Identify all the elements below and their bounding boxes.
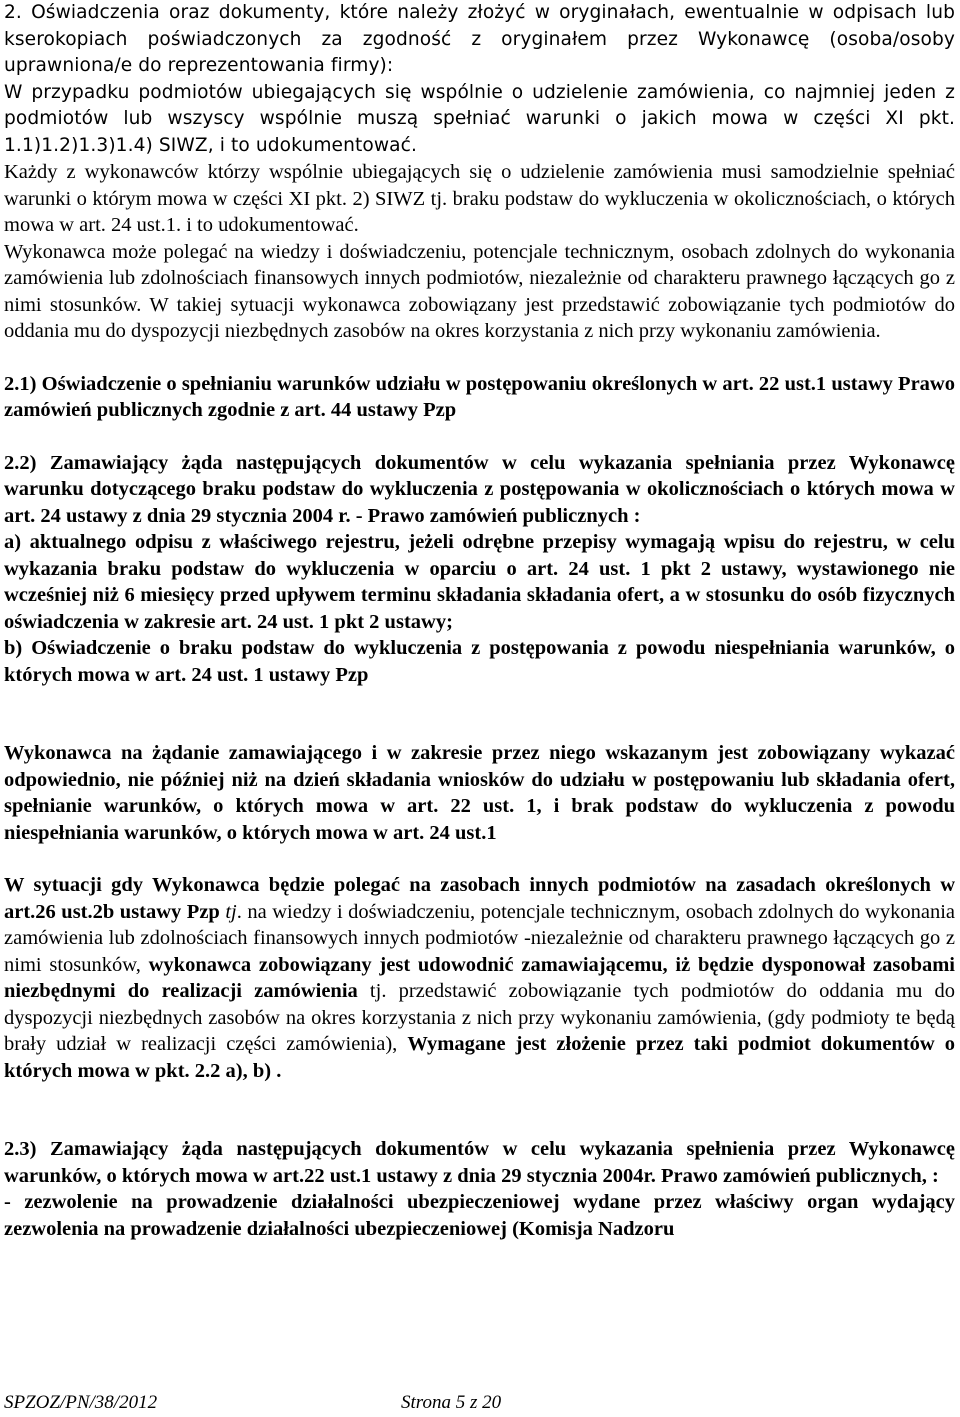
footer-page-number: Strona 5 z 20 [401, 1392, 502, 1413]
reliance-paragraph [4, 872, 955, 1084]
reliance-detail: tj. przedstawić zobowiązanie tych podmiotów do oddania mu do dyspozycji niezbędnych zasobów na okres korzystania z nich przy wykonaniu zamówienia, (gdy podmioty te będą brały udział w realizacji części zamówienia), [4, 980, 955, 1055]
reliance-obligation: wykonawca zobowiązany jest udowodnić zamawiającemu, iż będzie dysponował zasobami niezbędnymi do realizacji zamówienia [4, 953, 955, 1002]
reliance-tj: tj [225, 900, 237, 923]
reliance-requirement: Wymagane jest złożenie przez taki podmiot dokumentów o których mowa w pkt. 2.2 a), b) . [4, 1033, 955, 1082]
demand-paragraph: Wykonawca na żądanie zamawiającego i w zakresie przez niego wskazanym jest zobowiązany wykazać odpowiednio, nie później niż na dzień składania wniosków do udziału w postępowaniu lub składania ofert, spełnianie warunków, o których mowa w art. 22 ust. 1, i brak podstaw do wykluczenia z powodu niespełniania warunków, o których mowa w art. 24 ust.1 [4, 742, 955, 844]
resources-paragraph: Wykonawca może polegać na wiedzy i doświadczeniu, potencjale technicznym, osobach zdolnych do wykonania zamówienia lub zdolnościach finansowych innych podmiotów, niezależnie od charakteru prawnego łączących go z nimi stosunków. W takiej sytuacji wykonawca zobowiązany jest przedstawić zobowiązanie tych podmiotów do oddania mu do dyspozycji niezbędnych zasobów na okres korzystania z nich przy wykonaniu zamówienia. [4, 240, 955, 342]
section-2-1: 2.1) Oświadczenie o spełnianiu warunków udziału w postępowaniu określonych w art. 22 ust.1 ustawy Prawo zamówień publicznych zgodnie z art. 44 ustawy Pzp [4, 372, 955, 421]
section-2-heading: 2. Oświadczenia oraz dokumenty, które należy złożyć w oryginałach, ewentualnie w odpisach lub kserokopiach poświadczonych za zgodność z oryginałem przez Wykonawcę (osoba/osoby uprawniona/e do reprezentowania firmy): [4, 2, 955, 76]
consortium-paragraph: W przypadku podmiotów ubiegających się wspólnie o udzielenie zamówienia, co najmniej jeden z podmiotów lub wszyscy wspólnie muszą spełniać warunki o jakich mowa w części XI pkt. 1.1)1.2)1.3)1.4) SIWZ, i to udokumentować. [4, 81, 955, 156]
section-2-2-item-b: b) Oświadczenie o braku podstaw do wykluczenia z postępowania z powodu niespełniania warunków, o których mowa w art. 24 ust. 1 ustawy Pzp [4, 637, 955, 686]
spacer [4, 345, 955, 371]
each-contractor-paragraph: Każdy z wykonawców którzy wspólnie ubiegających się o udzielenie zamówienia musi samodzielnie spełniać warunki o którym mowa w części XI pkt. 2) SIWZ tj. braku podstaw do wykluczenia w okolicznościach, o których mowa w art. 24 ust.1. i to udokumentować. [4, 161, 955, 236]
section-2-3-intro: 2.3) Zamawiający żąda następujących dokumentów w celu wykazania spełnienia przez Wykonawcę warunków, o których mowa w art.22 ust.1 ustawy z dnia 29 stycznia 2004r. Prawo zamówień publicznych, : [4, 1138, 955, 1187]
section-2-3-item: - zezwolenie na prowadzenie działalności ubezpieczeniowej wydane przez właściwy organ wydający zezwolenia na prowadzenie działalności ubezpieczeniowej (Komisja Nadzoru [4, 1191, 955, 1240]
spacer [4, 688, 955, 740]
spacer [4, 424, 955, 450]
spacer [4, 846, 955, 872]
section-2-2-intro: 2.2) Zamawiający żąda następujących dokumentów w celu wykazania spełniania przez Wykonawcę warunku dotyczącego braku podstaw do wykluczenia z postępowania w okolicznościach o których mowa w art. 24 ustawy z dnia 29 stycznia 2004 r. - Prawo zamówień publicznych : [4, 451, 955, 527]
reliance-lead: W sytuacji gdy Wykonawca będzie polegać na zasobach innych podmiotów na zasadach określonych w art.26 ust.2b ustawy Pzp [4, 874, 955, 923]
reliance-body: . na wiedzy i doświadczeniu, potencjale technicznym, osobach zdolnych do wykonania zamówienia lub zdolnościach finansowych innych podmiotów -niezależnie od charakteru prawnego łączących go z nimi stosunków, [4, 900, 955, 976]
document-page [4, 0, 955, 1242]
spacer [4, 1084, 955, 1136]
footer-reference: SPZOZ/PN/38/2012 [4, 1392, 158, 1413]
section-2-2-item-a: a) aktualnego odpisu z właściwego rejestru, jeżeli odrębne przepisy wymagają wpisu do rejestru, w celu wykazania braku podstaw do wykluczenia w oparciu o art. 24 ust. 1 pkt 2 ustawy, wystawionego nie wcześniej niż 6 miesięcy przed upływem terminu składania składania ofert, a w stosunku do osób fizycznych oświadczenia w zakresie art. 24 ust. 1 pkt 2 ustawy; [4, 531, 955, 633]
